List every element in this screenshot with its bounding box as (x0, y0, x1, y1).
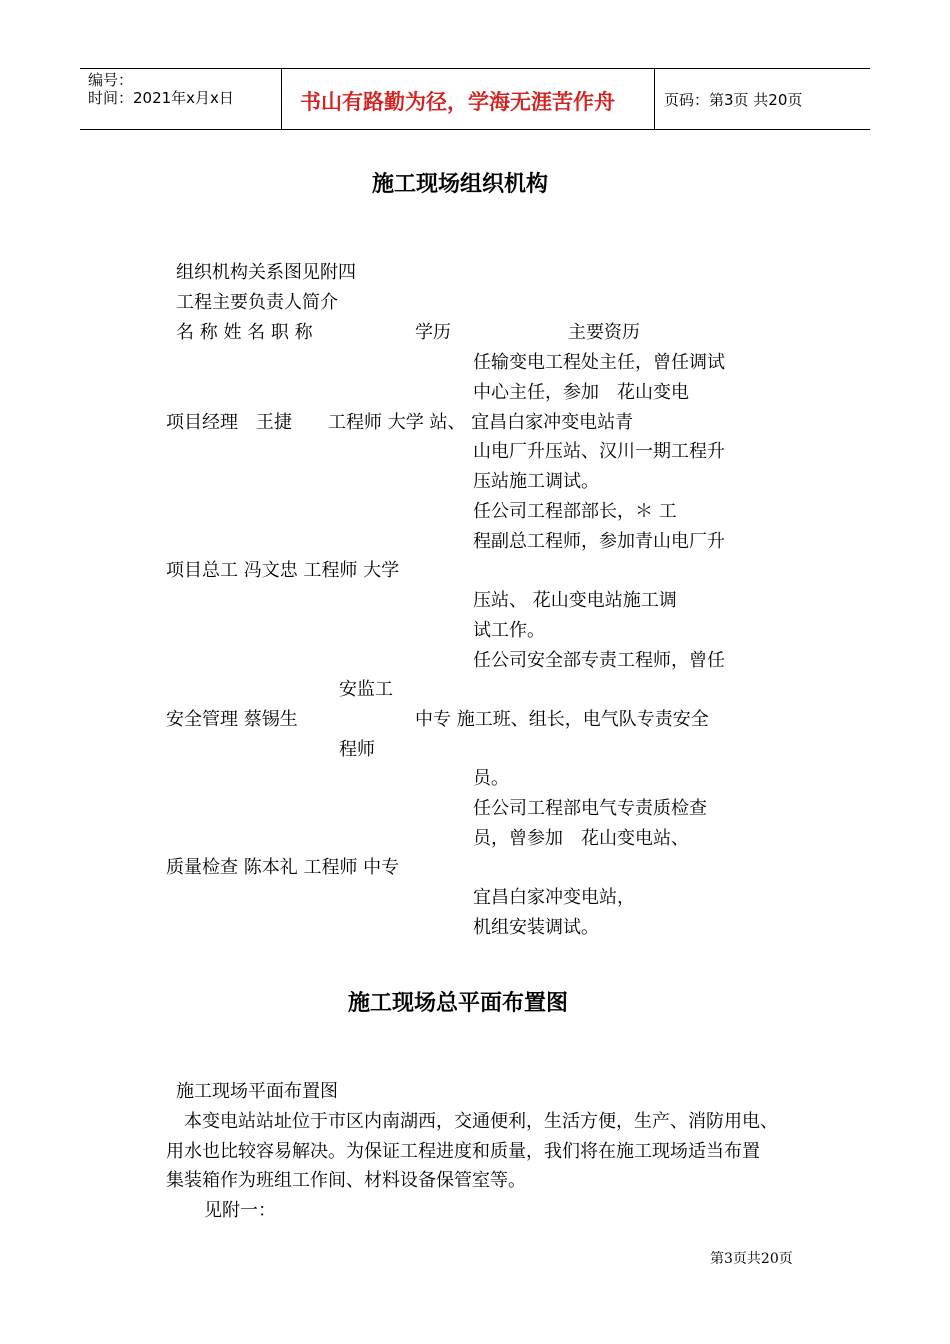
paragraph-line3: 集装箱作为班组工作间、材料设备保管室等。 (166, 1170, 526, 1191)
row4-main-line: 质量检查 陈本礼 工程师 中专 (166, 857, 400, 878)
row4-experience-line2: 员，曾参加 花山变电站、 (473, 828, 689, 849)
header-number-label: 编号： (88, 71, 134, 89)
row3-title-bottom: 程师 (339, 739, 375, 760)
row3-main-name: 安全管理 蔡锡生 (166, 709, 298, 730)
row1-experience-line4: 山电厂升压站、汉川一期工程升 (473, 441, 725, 462)
row1-experience-line2: 中心主任，参加 花山变电 (473, 382, 689, 403)
org-chart-reference: 组织机构关系图见附四 (176, 262, 356, 283)
section1-title: 施工现场组织机构 (372, 172, 549, 197)
row1-experience-line5: 压站施工调试。 (473, 471, 599, 492)
section2-title: 施工现场总平面布置图 (348, 991, 569, 1016)
row2-experience-line1: 任公司工程部部长，＊ 工 (473, 501, 677, 522)
row3-main-rest: 中专 施工班、组长，电气队专责安全 (415, 709, 709, 730)
header-page-label: 页码：第3页 共20页 (664, 91, 803, 109)
paragraph-line2: 用水也比较容易解决。为保证工程进度和质量，我们将在施工现场适当布置 (166, 1141, 760, 1162)
row3-experience-line1: 任公司安全部专责工程师，曾任 (473, 650, 725, 671)
header-time-label: 时间：2021年x月x日 (88, 89, 234, 107)
layout-plan-heading: 施工现场平面布置图 (176, 1081, 338, 1102)
header-motto: 书山有路勤为径，学海无涯苦作舟 (300, 90, 615, 114)
table-header-education: 学历 (415, 322, 451, 343)
row3-experience-line2: 员。 (473, 768, 509, 789)
row2-experience-line4: 压站、 花山变电站施工调 (473, 590, 677, 611)
row2-experience-line5: 试工作。 (473, 620, 545, 641)
table-header-name-title: 名 称 姓 名 职 称 (176, 322, 313, 343)
row1-experience-line1: 任输变电工程处主任，曾任调试 (473, 352, 725, 373)
row4-experience-line1: 任公司工程部电气专责质检查 (473, 798, 707, 819)
header-divider-left (281, 68, 282, 129)
header-bottom-border (80, 129, 870, 130)
attachment-reference: 见附一： (204, 1200, 276, 1221)
row2-main-line: 项目总工 冯文忠 工程师 大学 (166, 560, 400, 581)
header-top-border (80, 68, 870, 69)
personnel-intro-heading: 工程主要负责人简介 (176, 292, 338, 313)
row3-title-top: 安监工 (339, 679, 393, 700)
footer-page-number: 第3页共20页 (710, 1251, 793, 1267)
paragraph-line1: 本变电站站址位于市区内南湖西，交通便利，生活方便，生产、消防用电、 (166, 1111, 778, 1132)
row1-main-line: 项目经理 王捷 工程师 大学 站、 宜昌白家冲变电站青 (166, 412, 634, 433)
table-header-experience: 主要资历 (568, 322, 640, 343)
row2-experience-line2: 程副总工程师，参加青山电厂升 (473, 531, 725, 552)
row4-experience-line5: 机组安装调试。 (473, 917, 599, 938)
header-divider-right (654, 68, 655, 129)
row4-experience-line4: 宜昌白家冲变电站， (473, 887, 635, 908)
